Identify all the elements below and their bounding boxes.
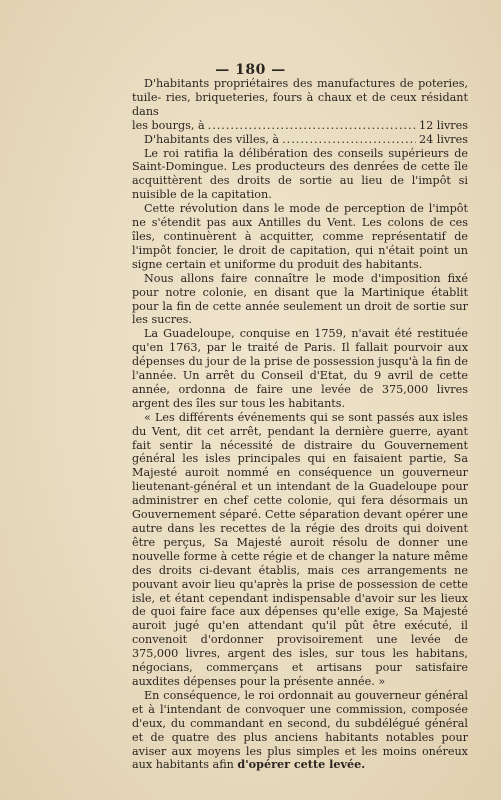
paragraph-bold-end: d'opérer cette levée. [237,757,366,772]
paragraph-quotation: « Les différents événements qui se sont passés aux isles du Vent, dit cet arrêt, pendant la dernière guerre, ayant fait sentir la nécessité de distraire du Gouvernement général les isles principales qui en faisaient partie, Sa Majesté auroit nommé en conséquence un gouverneur lieutenant-général et un intendant de la Guadeloupe pour administrer en chef cette colonie, qui fera désormais un Gouvernement séparé. Cette séparation devant opérer une autre dans les recettes de la régie des droits qui doivent être perçus, Sa Majesté auroit résolu de donner une nouvelle forme à cette régie et de changer la nature même des droits ci-devant établis, mais ces arrangements ne pouvant avoir lieu qu'après la prise de possession de cette isle, et étant cependant indispensable d'avoir sur les lieux de quoi faire face aux dépenses qu'elle exige, Sa Majesté auroit jugé qu'en attendant qu'il pût être exécuté, il convenoit d'ordonner provisoirement une levée de 375,000 livres, argent des isles, sur tous les habitans, négocians, commerçans et artisans pour satisfaire auxdites dépenses pour la présente année. » [132,410,468,688]
page-number: — 180 — [215,62,286,78]
rate-label: les bourgs, à [132,118,205,132]
rate-amount: 12 livres [419,118,468,132]
rate-amount: 24 livres [419,132,468,146]
paragraph-guadeloupe: La Guadeloupe, conquise en 1759, n'avait été restituée qu'en 1763, par le traité de Paris. Il fallait pourvoir aux dépenses du jour de la prise de possession jusqu'à la fin de l'année. Un arrêt du Conseil d'Etat, du 9 avril de cette année, ordonna de faire une levée de 375,000 livres argent des îles sur tous les habitants. [132,327,468,410]
leader-dots [208,119,416,133]
paragraph-text: D'habitants propriétaires des manufactures de poteries, tuile- ries, briqueteries, fours à chaux et de ceux résidant dans [132,77,468,118]
paragraph-text: En conséquence, le roi ordonnait au gouverneur général et à l'intendant de convoquer une commission, composée d'eux, du commandant en second, du subdélégué général et de quatre des plus anciens habitants notables pour aviser aux moyens les plus simples et les moins onéreux aux habitants afin [132,688,468,772]
paragraph-rural-inhabitants [132,77,468,119]
paragraph-consequence [132,689,468,772]
paragraph-revolution: Cette révolution dans le mode de perception de l'impôt ne s'étendit pas aux Antilles du Vent. Les colons de ces îles, continuèrent à acquitter, comme représentatif de l'impôt foncier, le droit de capitation, qui n'était point un signe certain et uniforme du produit des habitants. [132,202,468,271]
body-text [132,77,468,772]
rate-line-bourgs [132,119,468,133]
leader-dots [282,133,416,147]
paragraph-ratification: Le roi ratifia la délibération des conseils supérieurs de Saint-Domingue. Les producteurs des denrées de cette île acquittèrent des droits de sortie au lieu de l'impôt si nuisible de la capitation. [132,146,468,202]
rate-label: D'habitants des villes, à [144,132,280,146]
rate-line-villes [132,133,468,147]
paragraph-martinique: Nous allons faire connaître le mode d'imposition fixé pour notre colonie, en disant que la Martinique établit pour la fin de cette année seulement un droit de sortie sur les sucres. [132,271,468,327]
